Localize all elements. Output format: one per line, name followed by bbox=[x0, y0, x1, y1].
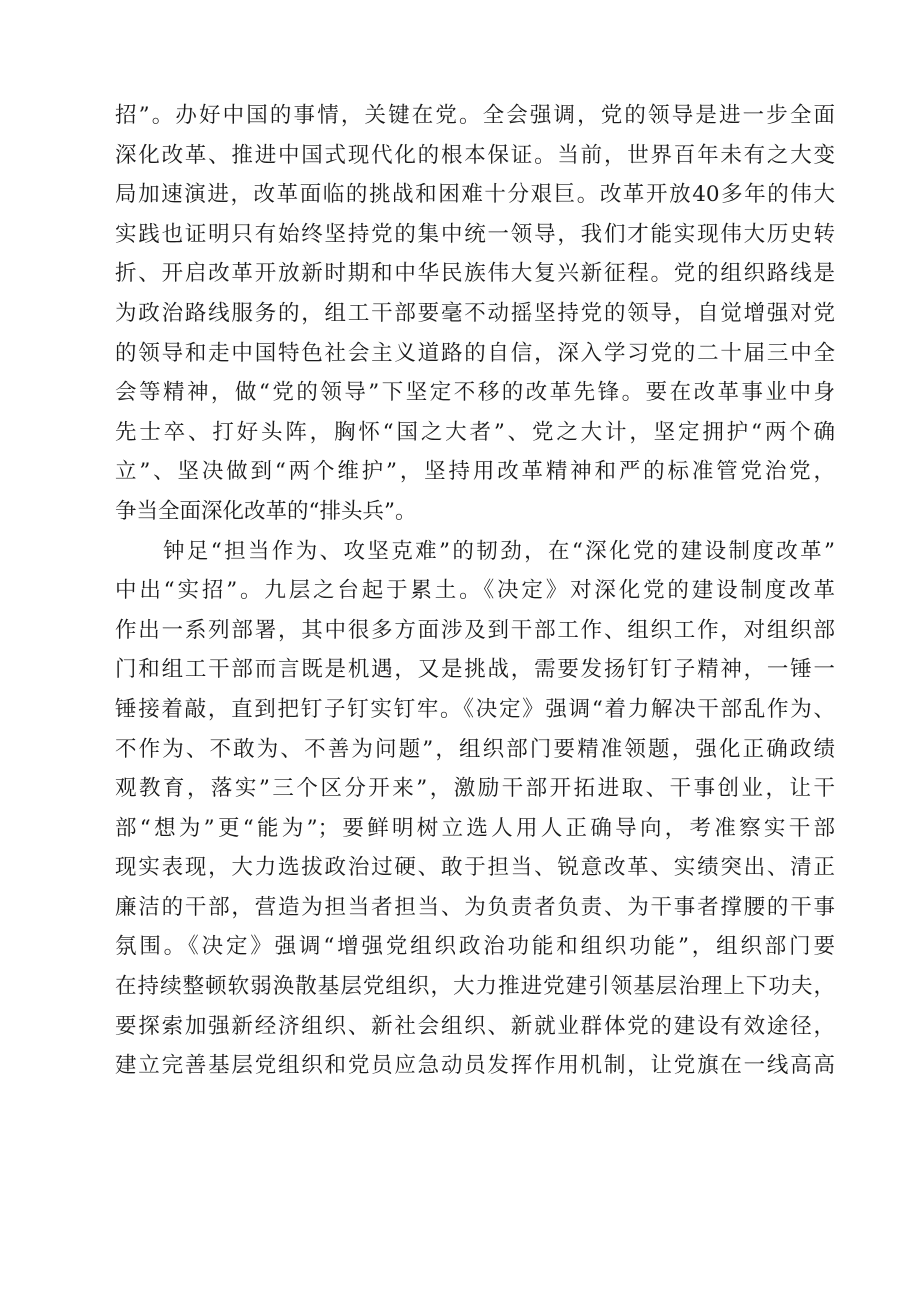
text-line: 先士卒、打好头阵，胸怀“国之大者”、党之大计，坚定拥护“两个确 bbox=[115, 419, 835, 445]
text-line: 在持续整顿软弱涣散基层党组织，大力推进党建引领基层治理上下功夫， bbox=[115, 974, 835, 1000]
text-line: 的领导和走中国特色社会主义道路的自信，深入学习党的二十届三中全 bbox=[115, 340, 835, 366]
text-line: 局加速演进，改革面临的挑战和困难十分艰巨。改革开放40多年的伟大 bbox=[115, 182, 835, 208]
text-line: 氛围。《决定》强调“增强党组织政治功能和组织功能”，组织部门要 bbox=[115, 934, 835, 960]
text-line: 部“想为”更“能为”；要鲜明树立选人用人正确导向，考准察实干部 bbox=[115, 815, 835, 841]
text-line: 实践也证明只有始终坚持党的集中统一领导，我们才能实现伟大历史转 bbox=[115, 221, 835, 247]
text-line: 为政治路线服务的，组工干部要毫不动摇坚持党的领导，自觉增强对党 bbox=[115, 300, 835, 326]
text-line: 争当全面深化改革的“排头兵”。 bbox=[115, 498, 417, 524]
text-line: 折、开启改革开放新时期和中华民族伟大复兴新征程。党的组织路线是 bbox=[115, 261, 835, 287]
text-line: 钟足“担当作为、攻坚克难”的韧劲，在“深化党的建设制度改革” bbox=[163, 538, 835, 564]
text-line: 会等精神，做“党的领导”下坚定不移的改革先锋。要在改革事业中身 bbox=[115, 380, 835, 406]
text-line: 招”。办好中国的事情，关键在党。全会强调，党的领导是进一步全面 bbox=[115, 103, 835, 128]
text-line: 作出一系列部署，其中很多方面涉及到干部工作、组织工作，对组织部 bbox=[115, 617, 835, 643]
text-line: 中出“实招”。九层之台起于累土。《决定》对深化党的建设制度改革 bbox=[115, 578, 835, 604]
text-line: 立”、坚决做到“两个维护”，坚持用改革精神和严的标准管党治党， bbox=[115, 459, 835, 485]
text-line: 建立完善基层党组织和党员应急动员发挥作用机制，让党旗在一线高高 bbox=[115, 1053, 835, 1079]
text-line: 深化改革、推进中国式现代化的根本保证。当前，世界百年未有之大变 bbox=[115, 142, 835, 168]
text-line: 廉洁的干部，营造为担当者担当、为负责者负责、为干事者撑腰的干事 bbox=[115, 894, 835, 920]
text-line: 要探索加强新经济组织、新社会组织、新就业群体党的建设有效途径， bbox=[115, 1013, 835, 1039]
text-line: 门和组工干部而言既是机遇，又是挑战，需要发扬钉钉子精神，一锤一 bbox=[115, 657, 835, 683]
text-line: 锤接着敲，直到把钉子钉实钉牢。《决定》强调“着力解决干部乱作为、 bbox=[115, 696, 835, 722]
paragraph-1 bbox=[115, 96, 835, 532]
text-line: 不作为、不敢为、不善为问题”，组织部门要精准领题，强化正确政绩 bbox=[115, 736, 835, 762]
text-line: 现实表现，大力选拔政治过硬、敢于担当、锐意改革、实绩突出、清正 bbox=[115, 855, 835, 881]
text-line: 观教育，落实”三个区分开来”，激励干部开拓进取、干事创业，让干 bbox=[115, 776, 835, 802]
body-text bbox=[115, 96, 835, 1086]
paragraph-2 bbox=[115, 532, 835, 1086]
